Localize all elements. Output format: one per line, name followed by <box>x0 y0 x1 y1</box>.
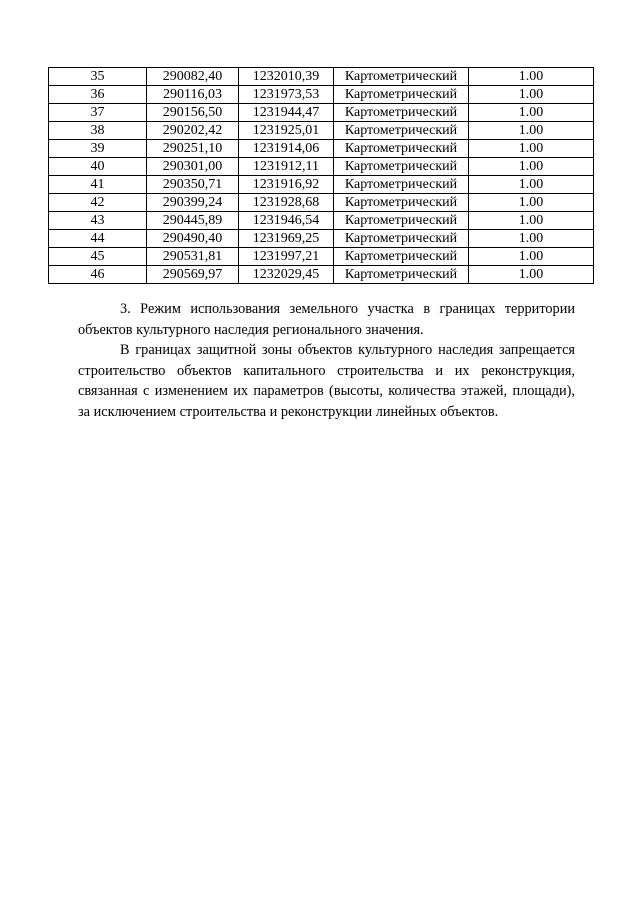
cell-y-coordinate: 1231928,68 <box>239 194 334 212</box>
cell-accuracy: 1.00 <box>469 122 594 140</box>
cell-x-coordinate: 290490,40 <box>147 230 239 248</box>
cell-x-coordinate: 290202,42 <box>147 122 239 140</box>
cell-x-coordinate: 290156,50 <box>147 104 239 122</box>
cell-x-coordinate: 290251,10 <box>147 140 239 158</box>
cell-point-number: 36 <box>49 86 147 104</box>
cell-method: Картометрический <box>334 248 469 266</box>
coordinates-table-body <box>49 68 594 284</box>
cell-point-number: 42 <box>49 194 147 212</box>
cell-x-coordinate: 290399,24 <box>147 194 239 212</box>
coordinates-table <box>48 67 594 284</box>
table-row <box>49 68 594 86</box>
cell-x-coordinate: 290445,89 <box>147 212 239 230</box>
table-row <box>49 212 594 230</box>
cell-method: Картометрический <box>334 104 469 122</box>
paragraph-restrictions: В границах защитной зоны объектов культурного наследия запрещается строительство объектов капитального строительства и их реконструкция, связанная с изменением их параметров (высоты, количества этажей, площади), за исключением строительства и реконструкции линейных объектов. <box>78 342 575 420</box>
cell-x-coordinate: 290082,40 <box>147 68 239 86</box>
cell-method: Картометрический <box>334 86 469 104</box>
cell-y-coordinate: 1231916,92 <box>239 176 334 194</box>
cell-point-number: 40 <box>49 158 147 176</box>
cell-accuracy: 1.00 <box>469 158 594 176</box>
text-block <box>78 299 575 422</box>
cell-point-number: 44 <box>49 230 147 248</box>
cell-method: Картометрический <box>334 194 469 212</box>
table-row <box>49 104 594 122</box>
cell-point-number: 39 <box>49 140 147 158</box>
table-row <box>49 176 594 194</box>
cell-y-coordinate: 1231912,11 <box>239 158 334 176</box>
table-row <box>49 158 594 176</box>
table-row <box>49 230 594 248</box>
cell-point-number: 46 <box>49 266 147 284</box>
table-row <box>49 140 594 158</box>
cell-y-coordinate: 1231973,53 <box>239 86 334 104</box>
cell-method: Картометрический <box>334 176 469 194</box>
cell-y-coordinate: 1231944,47 <box>239 104 334 122</box>
cell-x-coordinate: 290531,81 <box>147 248 239 266</box>
cell-x-coordinate: 290569,97 <box>147 266 239 284</box>
cell-accuracy: 1.00 <box>469 248 594 266</box>
cell-accuracy: 1.00 <box>469 86 594 104</box>
cell-accuracy: 1.00 <box>469 104 594 122</box>
cell-method: Картометрический <box>334 68 469 86</box>
cell-point-number: 41 <box>49 176 147 194</box>
cell-x-coordinate: 290301,00 <box>147 158 239 176</box>
cell-y-coordinate: 1231946,54 <box>239 212 334 230</box>
cell-y-coordinate: 1231914,06 <box>239 140 334 158</box>
cell-method: Картометрический <box>334 122 469 140</box>
cell-accuracy: 1.00 <box>469 212 594 230</box>
cell-method: Картометрический <box>334 230 469 248</box>
table-row <box>49 266 594 284</box>
cell-accuracy: 1.00 <box>469 230 594 248</box>
cell-y-coordinate: 1231997,21 <box>239 248 334 266</box>
cell-accuracy: 1.00 <box>469 68 594 86</box>
paragraph-regime: 3. Режим использования земельного участка в границах территории объектов культурного наследия регионального значения. <box>78 301 575 338</box>
table-row <box>49 248 594 266</box>
cell-y-coordinate: 1231925,01 <box>239 122 334 140</box>
cell-y-coordinate: 1231969,25 <box>239 230 334 248</box>
cell-y-coordinate: 1232010,39 <box>239 68 334 86</box>
cell-point-number: 43 <box>49 212 147 230</box>
cell-point-number: 35 <box>49 68 147 86</box>
cell-method: Картометрический <box>334 140 469 158</box>
cell-x-coordinate: 290116,03 <box>147 86 239 104</box>
cell-accuracy: 1.00 <box>469 176 594 194</box>
cell-accuracy: 1.00 <box>469 140 594 158</box>
cell-point-number: 37 <box>49 104 147 122</box>
table-row <box>49 194 594 212</box>
cell-method: Картометрический <box>334 158 469 176</box>
cell-accuracy: 1.00 <box>469 266 594 284</box>
cell-method: Картометрический <box>334 212 469 230</box>
cell-accuracy: 1.00 <box>469 194 594 212</box>
table-row <box>49 122 594 140</box>
cell-method: Картометрический <box>334 266 469 284</box>
cell-x-coordinate: 290350,71 <box>147 176 239 194</box>
cell-point-number: 38 <box>49 122 147 140</box>
table-row <box>49 86 594 104</box>
cell-point-number: 45 <box>49 248 147 266</box>
cell-y-coordinate: 1232029,45 <box>239 266 334 284</box>
